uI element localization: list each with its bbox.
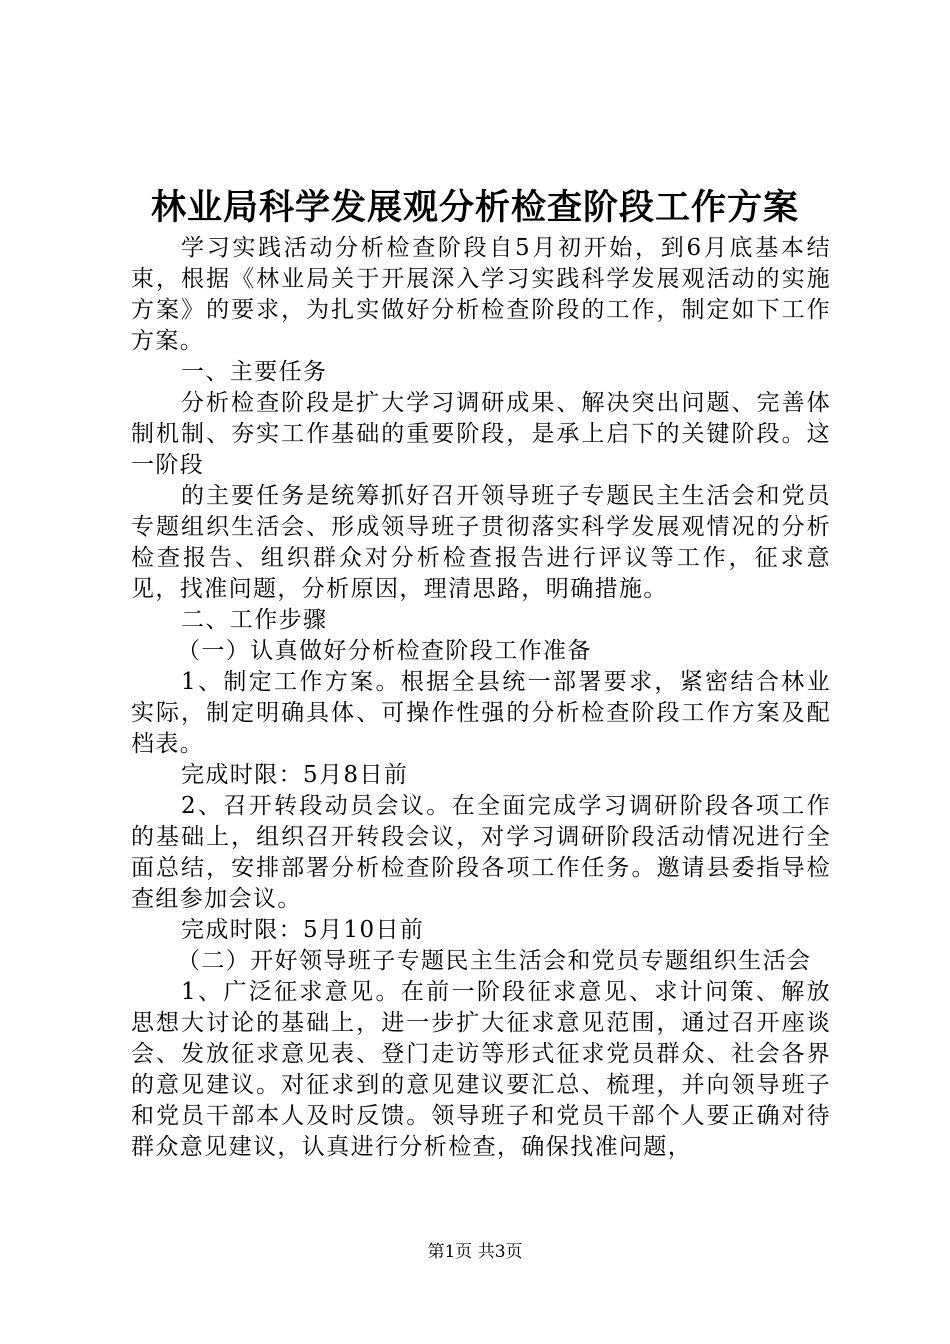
page-footer: 第1页 共3页: [427, 1242, 523, 1262]
document-body: [131, 233, 831, 1163]
paragraph: 学习实践活动分析检查阶段自5月初开始，到6月底基本结束，根据《林业局关于开展深入学习实践科学发展观活动的实施方案》的要求，为扎实做好分析检查阶段的工作，制定如下工作方案。: [131, 235, 831, 354]
paragraph: 的主要任务是统筹抓好召开领导班子专题民主生活会和党员专题组织生活会、形成领导班子贯彻落实科学发展观情况的分析检查报告、组织群众对分析检查报告进行评议等工作，征求意见，找准问题，分析原因，理清思路，明确措施。: [131, 483, 831, 602]
paragraph: 分析检查阶段是扩大学习调研成果、解决突出问题、完善体制机制、夯实工作基础的重要阶段，是承上启下的关键阶段。这一阶段: [131, 390, 831, 478]
subsection-heading: （二）开好领导班子专题民主生活会和党员专题组织生活会: [177, 948, 812, 974]
deadline-line: 完成时限：5月8日前: [181, 762, 409, 788]
paragraph: 2、召开转段动员会议。在全面完成学习调研阶段各项工作的基础上，组织召开转段会议，对学习调研阶段活动情况进行全面总结，安排部署分析检查阶段各项工作任务。邀请县委指导检查组参加会议。: [131, 793, 831, 912]
paragraph: 1、制定工作方案。根据全县统一部署要求，紧密结合林业实际，制定明确具体、可操作性强的分析检查阶段工作方案及配档表。: [131, 669, 831, 757]
deadline-line: 完成时限：5月10日前: [181, 917, 425, 943]
section-heading: 二、工作步骤: [181, 607, 328, 633]
document-title: 林业局科学发展观分析检查阶段工作方案: [150, 188, 799, 228]
paragraph: 1、广泛征求意见。在前一阶段征求意见、求计问策、解放思想大讨论的基础上，进一步扩大征求意见范围，通过召开座谈会、发放征求意见表、登门走访等形式征求党员群众、社会各界的意见建议。对征求到的意见建议要汇总、梳理，并向领导班子和党员干部本人及时反馈。领导班子和党员干部个人要正确对待群众意见建议，认真进行分析检查，确保找准问题，: [131, 979, 831, 1160]
subsection-heading: （一）认真做好分析检查阶段工作准备: [177, 638, 592, 664]
section-heading: 一、主要任务: [181, 359, 328, 385]
